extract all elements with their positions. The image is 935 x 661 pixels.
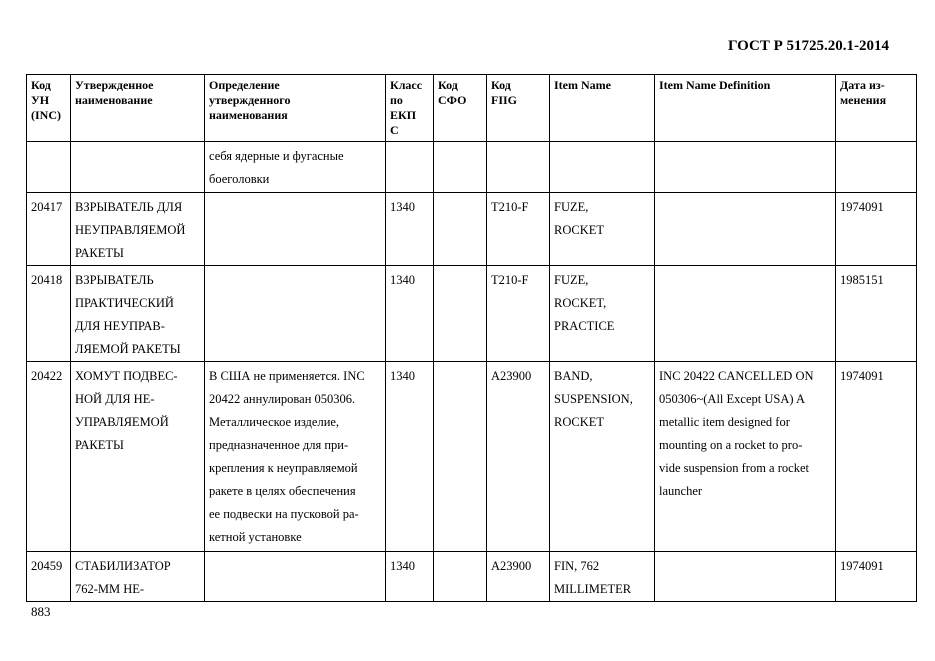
cell-name	[71, 142, 205, 193]
cell-definition	[205, 362, 386, 552]
header-text: Код	[491, 78, 511, 92]
cell-text: ВЗРЫВАТЕЛЬ	[75, 273, 154, 287]
document-title: ГОСТ Р 51725.20.1-2014	[727, 38, 889, 54]
cell-text: крепления к неуправляемой	[209, 461, 358, 475]
cell-text: SUSPENSION,	[554, 392, 633, 406]
cell-date: 1985151	[836, 266, 917, 362]
header-definition	[205, 75, 386, 142]
cell-name	[71, 266, 205, 362]
cell-text: ROCKET	[554, 415, 604, 429]
cell-sfo	[434, 362, 487, 552]
cell-text: FUZE,	[554, 273, 589, 287]
cell-fiig: A23900	[487, 362, 550, 552]
cell-inc: 20418	[27, 266, 71, 362]
cell-text: 762-ММ НЕ-	[75, 582, 145, 596]
cell-fiig: T210-F	[487, 266, 550, 362]
cell-inc: 20417	[27, 193, 71, 266]
table-row	[27, 193, 917, 266]
cell-item-name	[550, 362, 655, 552]
cell-text: себя ядерные и фугасные	[209, 149, 344, 163]
cell-text: FIN, 762	[554, 559, 600, 573]
cell-inc: 20422	[27, 362, 71, 552]
cell-text: ХОМУТ ПОДВЕС-	[75, 369, 178, 383]
cell-text: FUZE,	[554, 200, 589, 214]
header-text: (INC)	[31, 108, 61, 122]
cell-item-name	[550, 142, 655, 193]
cell-text: ПРАКТИЧЕСКИЙ	[75, 296, 174, 310]
header-text: по	[390, 93, 403, 107]
header-text: Класс	[390, 78, 423, 92]
header-text: Код	[438, 78, 458, 92]
cell-name	[71, 552, 205, 602]
cell-inc	[27, 142, 71, 193]
cell-class	[386, 142, 434, 193]
cell-text: предназначенное для при-	[209, 438, 349, 452]
cell-item-definition	[655, 142, 836, 193]
cell-fiig: A23900	[487, 552, 550, 602]
cell-text: боеголовки	[209, 172, 270, 186]
header-text: Код	[31, 78, 51, 92]
header-date	[836, 75, 917, 142]
cell-fiig: T210-F	[487, 193, 550, 266]
cell-text: РАКЕТЫ	[75, 246, 124, 260]
cell-text: ее подвески на пусковой ра-	[209, 507, 359, 521]
header-inc	[27, 75, 71, 142]
cell-text: launcher	[659, 484, 703, 498]
cell-inc: 20459	[27, 552, 71, 602]
cell-date: 1974091	[836, 362, 917, 552]
cell-text: ROCKET	[554, 223, 604, 237]
header-text: Определение	[209, 78, 280, 92]
cell-sfo	[434, 142, 487, 193]
cell-class: 1340	[386, 193, 434, 266]
header-item-name	[550, 75, 655, 142]
cell-text: СТАБИЛИЗАТОР	[75, 559, 171, 573]
cell-text: РАКЕТЫ	[75, 438, 124, 452]
cell-definition	[205, 266, 386, 362]
cell-definition	[205, 193, 386, 266]
cell-text: ДЛЯ НЕУПРАВ-	[75, 319, 165, 333]
cell-text: НОЙ ДЛЯ НЕ-	[75, 392, 155, 406]
header-fiig	[487, 75, 550, 142]
cell-class: 1340	[386, 552, 434, 602]
cell-definition	[205, 142, 386, 193]
cell-text: ВЗРЫВАТЕЛЬ ДЛЯ	[75, 200, 183, 214]
cell-sfo	[434, 266, 487, 362]
header-text: СФО	[438, 93, 467, 107]
cell-fiig	[487, 142, 550, 193]
header-text: наименование	[75, 93, 153, 107]
cell-item-definition	[655, 362, 836, 552]
header-text: С	[390, 123, 399, 137]
cell-text: ЛЯЕМОЙ РАКЕТЫ	[75, 342, 181, 356]
header-text: ЕКП	[390, 108, 417, 122]
cell-date: 1974091	[836, 193, 917, 266]
table-header-row	[27, 75, 917, 142]
cell-item-name	[550, 266, 655, 362]
cell-item-name	[550, 193, 655, 266]
catalog-table	[26, 74, 917, 602]
cell-name	[71, 362, 205, 552]
cell-definition	[205, 552, 386, 602]
table-body	[27, 142, 917, 602]
cell-text: НЕУПРАВЛЯЕМОЙ	[75, 223, 186, 237]
cell-text: В США не применяется. INC	[209, 369, 365, 383]
cell-text: mounting on a rocket to pro-	[659, 438, 803, 452]
cell-name	[71, 193, 205, 266]
table-row	[27, 266, 917, 362]
cell-text: УПРАВЛЯЕМОЙ	[75, 415, 169, 429]
cell-text: metallic item designed for	[659, 415, 790, 429]
header-item-definition	[655, 75, 836, 142]
table-row	[27, 362, 917, 552]
cell-class: 1340	[386, 362, 434, 552]
header-text: Item Name	[554, 78, 611, 92]
cell-class: 1340	[386, 266, 434, 362]
cell-text: PRACTICE	[554, 319, 615, 333]
cell-item-definition	[655, 193, 836, 266]
header-text: менения	[840, 93, 887, 107]
cell-text: ROCKET,	[554, 296, 607, 310]
cell-sfo	[434, 193, 487, 266]
header-class	[386, 75, 434, 142]
table-row	[27, 142, 917, 193]
header-name	[71, 75, 205, 142]
cell-date: 1974091	[836, 552, 917, 602]
cell-item-name	[550, 552, 655, 602]
cell-text: vide suspension from a rocket	[659, 461, 809, 475]
header-text: Дата из-	[840, 78, 885, 92]
cell-text: ракете в целях обеспечения	[209, 484, 356, 498]
cell-item-definition	[655, 552, 836, 602]
cell-text: MILLIMETER	[554, 582, 632, 596]
cell-text: INC 20422 CANCELLED ON	[659, 369, 814, 383]
cell-sfo	[434, 552, 487, 602]
cell-text: BAND,	[554, 369, 593, 383]
header-sfo	[434, 75, 487, 142]
cell-item-definition	[655, 266, 836, 362]
header-text: утвержденного	[209, 93, 291, 107]
header-text: УН	[31, 93, 50, 107]
cell-date	[836, 142, 917, 193]
cell-text: 20422 аннулирован 050306.	[209, 392, 356, 406]
page-number: 883	[31, 604, 51, 619]
cell-text: Металлическое изделие,	[209, 415, 340, 429]
cell-text: 050306~(All Except USA) A	[659, 392, 805, 406]
header-text: FIIG	[491, 93, 518, 107]
header-text: наименования	[209, 108, 288, 122]
table-row	[27, 552, 917, 602]
header-text: Утвержденное	[75, 78, 154, 92]
cell-text: кетной установке	[209, 530, 302, 544]
header-text: Item Name Definition	[659, 78, 771, 92]
